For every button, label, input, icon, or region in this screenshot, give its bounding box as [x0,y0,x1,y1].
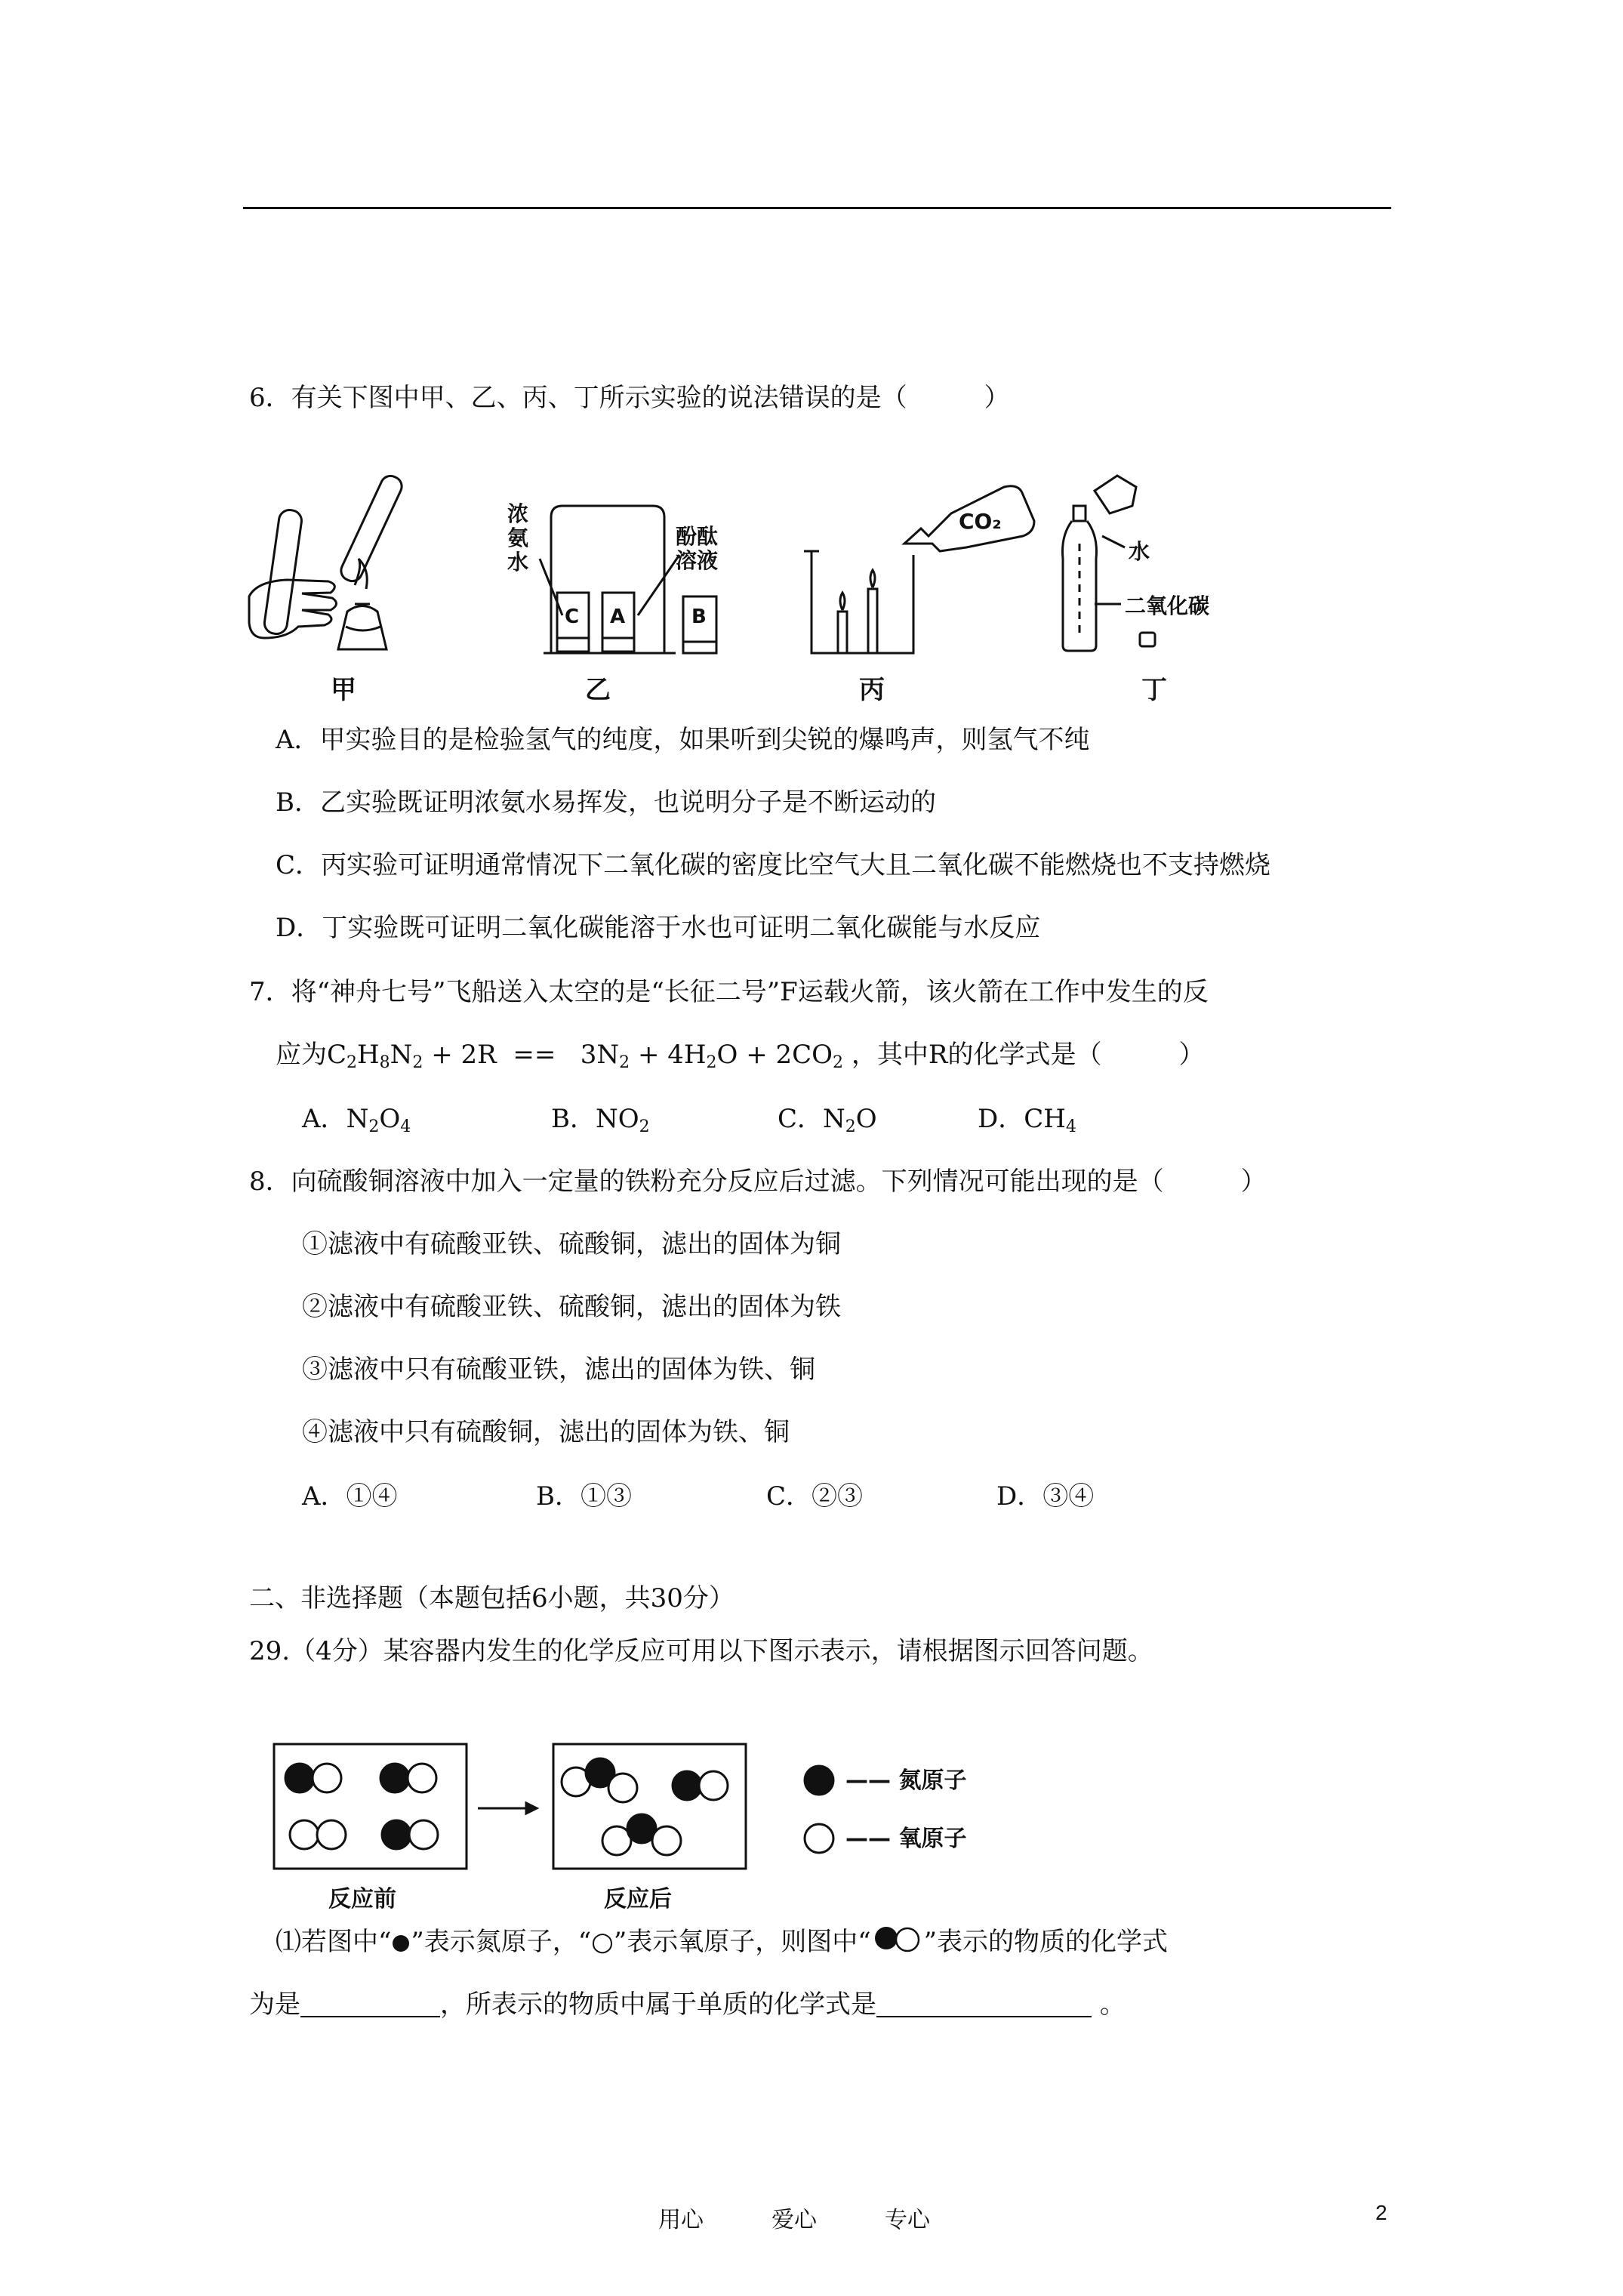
legend-oxygen: —— 氧原子 [845,1826,967,1852]
q29-sub1-line1: ⑴若图中“ ”表示氮原子，“○”表示氧原子，则图中“ ”表示的物质的化学式 [276,1927,1168,1957]
q6-figure [242,453,1283,710]
section2-heading: 二、非选择题（本题包括6小题，共30分） [249,1583,735,1613]
q8-item-2: ②滤液中有硫酸亚铁、硫酸铜，滤出的固体为铁 [302,1292,841,1322]
q7-line2-prefix: 应为 [276,1040,327,1070]
beaker-b-label: B [691,606,707,628]
q6-option-b: B．乙实验既证明浓氨水易挥发，也说明分子是不断运动的 [276,787,936,818]
yi-left-label-3: 水 [507,550,529,575]
q7-option-b: B．$NO_2$ [551,1104,650,1136]
co2-bottle-label: CO₂ [959,509,1002,534]
yi-right-label-1: 酚酞 [676,524,719,549]
q7-equation: $C_2H_8N_2 + 2R == 3N_2 + 4H_2O + 2CO_2$ [327,1040,844,1072]
beaker-c-label: C [565,606,580,628]
q8-item-3: ③滤液中只有硫酸亚铁，滤出的固体为铁、铜 [302,1354,815,1385]
ding-gas-label: 二氧化碳 [1125,593,1210,618]
q8-option-a: A．①④ [302,1481,398,1512]
yi-left-label-1: 浓 [507,501,529,526]
q29-sub1-line2: 为是 ，所表示的物质中属于单质的化学式是 。 [249,1989,1126,2020]
yi-right-label-2: 溶液 [676,548,719,573]
header-rule [243,207,1391,209]
legend-nitrogen: —— 氮原子 [845,1767,967,1794]
after-box [553,1744,746,1869]
q8-item-4: ④滤液中只有硫酸铜，滤出的固体为铁、铜 [302,1417,790,1447]
q6-option-c: C．丙实验可证明通常情况下二氧化碳的密度比空气大且二氧化碳不能燃烧也不支持燃烧 [276,850,1271,880]
label-yi: 乙 [585,675,611,705]
q8-item-1: ①滤液中有硫酸亚铁、硫酸铜，滤出的固体为铜 [302,1229,841,1259]
q8-option-b: B．①③ [536,1481,632,1512]
q6-option-a: A．甲实验目的是检验氢气的纯度，如果听到尖锐的爆鸣声，则氢气不纯 [276,725,1090,755]
page-number: 2 [1375,2201,1387,2224]
q7-option-c: C．$N_2O$ [778,1104,877,1136]
q8-stem: 8．向硫酸铜溶液中加入一定量的铁粉充分反应后过滤。下列情况可能出现的是（ ） [249,1166,1267,1197]
q8-option-c: C．②③ [766,1481,864,1512]
q29-stem: 29.（4分）某容器内发生的化学反应可用以下图示表示，请根据图示回答问题。 [249,1636,1153,1666]
beaker-a-label: A [610,606,626,628]
no-molecule-icon [871,1926,924,1953]
label-ding: 丁 [1141,675,1167,705]
q29-figure [268,1737,1038,1918]
q6-stem: 6．有关下图中甲、乙、丙、丁所示实验的说法错误的是（ ） [249,383,1010,413]
q7-line1: 7．将“神舟七号”飞船送入太空的是“长征二号”F运载火箭，该火箭在工作中发生的反 [249,977,1209,1007]
q7-line2-suffix: ，其中R的化学式是（ ） [851,1040,1205,1070]
q7-line2 [276,1038,1204,1071]
q7-option-a: A．$N_2O_4$ [302,1104,411,1136]
footer-motto: 用心 爱心 专心 [658,2207,930,2233]
black-atom-icon [391,1934,411,1953]
label-bing: 丙 [859,675,885,705]
hand-test-tube-drawing [249,473,405,649]
answer-blank-1[interactable] [300,1992,440,2017]
q6-option-d: D．丁实验既可证明二氧化碳能溶于水也可证明二氧化碳能与水反应 [276,913,1041,943]
yi-left-label-2: 氨 [507,525,529,550]
answer-blank-2[interactable] [876,1992,1092,2017]
ding-water-label: 水 [1129,539,1150,564]
after-label: 反应后 [604,1886,672,1912]
before-label: 反应前 [328,1886,396,1912]
label-jia: 甲 [331,675,356,705]
q7-option-d: D．$CH_4$ [978,1104,1076,1136]
q8-option-d: D．③④ [996,1481,1095,1512]
